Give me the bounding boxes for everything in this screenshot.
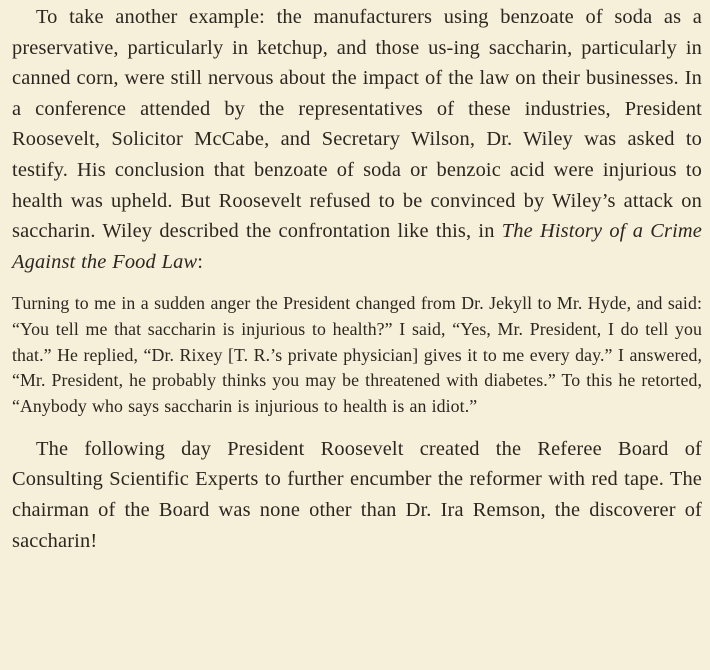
block-quote-wiley: Turning to me in a sudden anger the President changed from Dr. Jekyll to Mr. Hyde, and said: “You tell me that saccharin is injurious to health?” I said, “Yes, Mr. President, I do tell you that.” He replied, “Dr. Rixey [T. R.’s private physician] gives it to me every day.” I answered, “Mr. President, he probably thinks you may be threatened with diabetes.” To this he retorted, “Anybody who says saccharin is injurious to health is an idiot.” bbox=[12, 293, 702, 417]
paragraph-benzoate-saccharin bbox=[12, 2, 702, 277]
paragraph-text: To take another example: the manufacturers using benzoate of soda as a preservative, particularly in ketchup, and those us-ing saccharin, particularly in canned corn, were still nervous about the impact of the law on their businesses. In a conference attended by the representatives of these industries, President Roosevelt, Solicitor McCabe, and Secretary Wilson, Dr. Wiley was asked to testify. His conclusion that benzoate of soda or benzoic acid were injurious to health was upheld. But Roosevelt refused to be convinced by Wiley’s attack on saccharin. Wiley described the confrontation like this, in bbox=[12, 6, 702, 243]
paragraph-referee-board bbox=[12, 434, 702, 556]
paragraph-colon: : bbox=[197, 250, 204, 273]
paragraph-text: The following day President Roosevelt created the Referee Board of Consulting Scientific Experts to further encumber the reformer with red tape. The chairman of the Board was none other than Dr. Ira Remson, the discoverer of saccharin! bbox=[12, 437, 702, 552]
book-title: The History of a Crime Against the Food Law bbox=[12, 220, 703, 273]
